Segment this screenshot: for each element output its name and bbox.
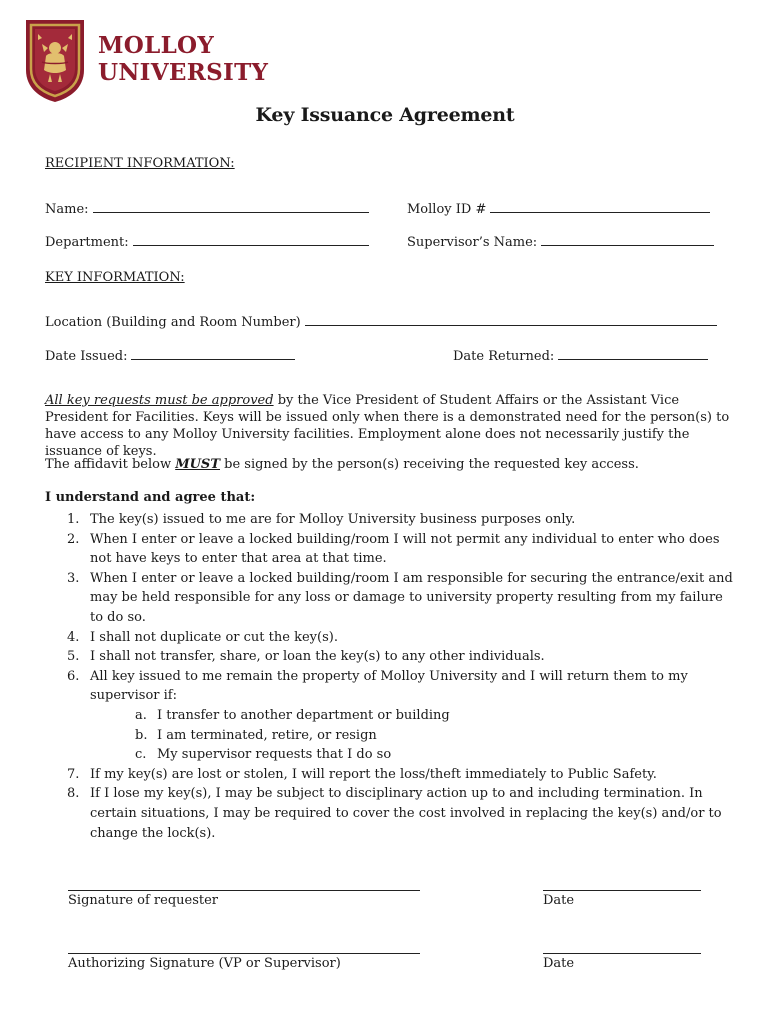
list-item-number: 3. bbox=[67, 570, 80, 586]
list-item-number: 5. bbox=[67, 649, 80, 665]
requester-signature-line[interactable] bbox=[68, 889, 420, 891]
list-item-text: I shall not transfer, share, or loan the key(s) to any other individuals. bbox=[90, 649, 545, 665]
university-logo bbox=[24, 18, 294, 108]
molloy-id-blank-line[interactable] bbox=[490, 200, 710, 213]
document-title: Key Issuance Agreement bbox=[255, 104, 515, 126]
affidavit-pre-text: The affidavit below bbox=[45, 457, 176, 472]
list-item bbox=[45, 647, 735, 667]
authorizing-signature-label: Authorizing Signature (VP or Supervisor) bbox=[68, 956, 341, 971]
agreement-list bbox=[45, 510, 735, 843]
name-blank-line[interactable] bbox=[93, 200, 369, 213]
approval-policy-paragraph bbox=[45, 392, 735, 460]
location-field[interactable] bbox=[45, 313, 717, 331]
date-issued-blank-line[interactable] bbox=[131, 347, 295, 360]
approval-emphasis: All key requests must be approved bbox=[45, 393, 274, 408]
sub-list-item-text: My supervisor requests that I do so bbox=[157, 747, 392, 763]
list-item-text: When I enter or leave a locked building/room I will not permit any individual to enter who does not have keys to enter that area at that time. bbox=[90, 531, 720, 567]
date-issued-field[interactable] bbox=[45, 347, 295, 365]
shield-crest-icon bbox=[24, 18, 86, 104]
molloy-id-label: Molloy ID # bbox=[407, 202, 487, 217]
list-item bbox=[45, 765, 735, 785]
list-item bbox=[45, 530, 735, 569]
list-item-text: I shall not duplicate or cut the key(s). bbox=[90, 629, 338, 645]
department-label: Department: bbox=[45, 235, 129, 250]
molloy-id-field[interactable] bbox=[407, 200, 710, 218]
list-item bbox=[45, 510, 735, 530]
date-returned-field[interactable] bbox=[453, 347, 708, 365]
location-blank-line[interactable] bbox=[305, 313, 717, 326]
department-blank-line[interactable] bbox=[133, 233, 369, 246]
list-item-number: 6. bbox=[67, 668, 80, 684]
list-item-text: If I lose my key(s), I may be subject to disciplinary action up to and including termination. In certain situations, I may be required to cover the cost involved in replacing the key(s) and/or to change the lock(s). bbox=[90, 786, 722, 841]
sub-list-item-letter: a. bbox=[135, 707, 147, 723]
authorizing-date-label: Date bbox=[543, 956, 575, 971]
university-wordmark bbox=[98, 32, 268, 86]
supervisor-name-label: Supervisor’s Name: bbox=[407, 235, 538, 250]
sub-list-item-text: I am terminated, retire, or resign bbox=[157, 727, 377, 743]
sub-list-item-letter: b. bbox=[135, 727, 148, 743]
list-item-text: If my key(s) are lost or stolen, I will report the loss/theft immediately to Public Safety. bbox=[90, 766, 657, 782]
list-item-number: 8. bbox=[67, 786, 80, 802]
date-returned-blank-line[interactable] bbox=[558, 347, 708, 360]
authorizing-date-line[interactable] bbox=[543, 952, 701, 954]
list-item-number: 1. bbox=[67, 512, 80, 527]
sub-list-item-letter: c. bbox=[135, 747, 147, 763]
affidavit-post-text: be signed by the person(s) receiving the requested key access. bbox=[220, 457, 639, 472]
department-field[interactable] bbox=[45, 233, 369, 251]
authorizing-signature-line[interactable] bbox=[68, 952, 420, 954]
date-issued-label: Date Issued: bbox=[45, 349, 128, 364]
list-item bbox=[45, 784, 735, 843]
date-returned-label: Date Returned: bbox=[453, 349, 555, 364]
approval-policy-text: by the Vice President of Student Affairs or the Assistant Vice President for Facilities. Keys will be issued only when there is a demonstrated need for the person(s) to have access to any Molloy University facilities. Employment alone does not necessarily justify the issuance of keys. bbox=[45, 393, 730, 459]
location-label: Location (Building and Room Number) bbox=[45, 315, 301, 330]
list-item-number: 4. bbox=[67, 629, 80, 645]
list-item bbox=[45, 667, 735, 706]
list-item-number: 2. bbox=[67, 531, 80, 547]
wordmark-line-2: UNIVERSITY bbox=[98, 59, 269, 86]
supervisor-name-field[interactable] bbox=[407, 233, 714, 251]
list-item-text: All key issued to me remain the property of Molloy University and I will return them to my supervisor if: bbox=[90, 668, 688, 704]
supervisor-name-blank-line[interactable] bbox=[541, 233, 714, 246]
list-item bbox=[45, 628, 735, 648]
requester-date-label: Date bbox=[543, 893, 575, 908]
sub-list-item bbox=[45, 726, 735, 746]
list-item-number: 7. bbox=[67, 766, 80, 782]
recipient-heading: RECIPIENT INFORMATION: bbox=[45, 156, 235, 171]
name-field[interactable] bbox=[45, 200, 369, 218]
list-item-text: When I enter or leave a locked building/room I am responsible for securing the entrance/exit and may be held responsible for any loss or damage to university property resulting from my failure to do so. bbox=[90, 570, 733, 625]
sub-list-item-text: I transfer to another department or building bbox=[157, 707, 450, 723]
sub-list-item bbox=[45, 706, 735, 726]
requester-signature-label: Signature of requester bbox=[68, 893, 219, 908]
list-item bbox=[45, 569, 735, 628]
name-label: Name: bbox=[45, 202, 89, 217]
agreement-heading: I understand and agree that: bbox=[45, 490, 256, 505]
affidavit-paragraph bbox=[45, 456, 735, 473]
key-info-heading: KEY INFORMATION: bbox=[45, 270, 185, 285]
must-emphasis: MUST bbox=[175, 457, 220, 472]
list-item-text: The key(s) issued to me are for Molloy University business purposes only. bbox=[90, 512, 576, 527]
requester-date-line[interactable] bbox=[543, 889, 701, 891]
sub-list-item bbox=[45, 745, 735, 765]
wordmark-line-1: MOLLOY bbox=[98, 32, 215, 59]
